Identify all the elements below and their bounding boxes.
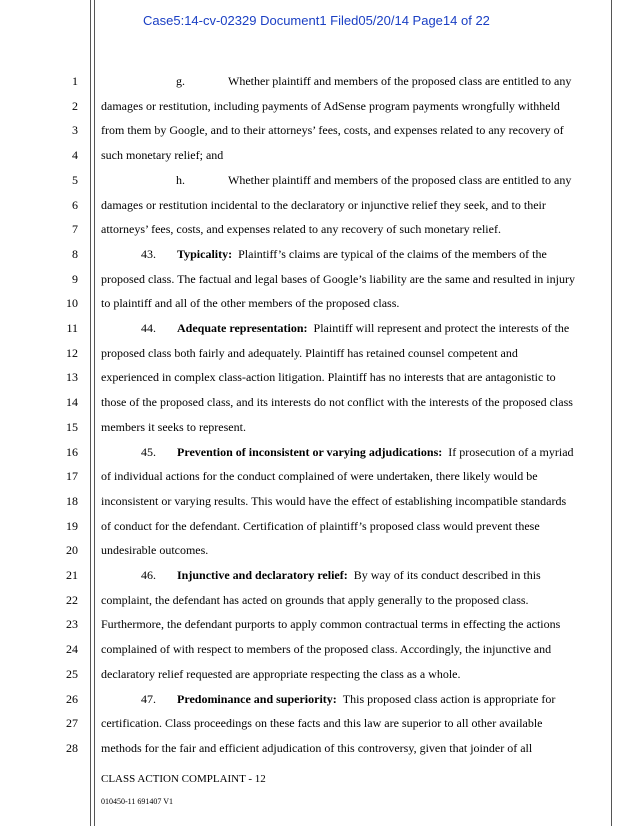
paragraph-text: Plaintiff will represent and protect the interests of the (313, 321, 570, 335)
body-line: complained of with respect to members of the proposed class. Accordingly, the injunctive and (101, 642, 552, 657)
paragraph-text: Whether plaintiff and members of the proposed class are entitled to any (228, 172, 572, 187)
line-number: 1 (72, 74, 78, 88)
line-number: 12 (66, 345, 78, 360)
line-number: 16 (66, 444, 78, 459)
body-line: undesirable outcomes. (101, 543, 209, 558)
line-number: 24 (66, 642, 78, 657)
body-line: complaint, the defendant has acted on grounds that apply generally to the proposed class. (101, 592, 529, 607)
body-line (141, 692, 638, 706)
body-line: proposed class. The factual and legal bases of Google’s liability are the same and resulted in injury (101, 271, 575, 286)
paragraph-heading: Prevention of inconsistent or varying adjudications: (177, 444, 443, 459)
paragraph-text: This proposed class action is appropriate for (342, 691, 556, 706)
line-number: 2 (72, 98, 78, 113)
paragraph-number: g. (176, 74, 185, 88)
body-line: proposed class both fairly and adequately. Plaintiff has retained counsel competent and (101, 345, 518, 360)
line-number: 7 (72, 222, 78, 237)
line-number: 25 (66, 666, 78, 681)
line-number: 19 (66, 518, 78, 533)
body-line: to plaintiff and all of the other members of the proposed class. (101, 296, 400, 311)
body-line (141, 568, 638, 582)
paragraph-heading: Adequate representation: (177, 321, 308, 335)
line-number: 3 (72, 123, 78, 138)
left-margin-rule (90, 0, 91, 826)
body-line: inconsistent or varying results. This would have the effect of establishing incompatible standards (101, 493, 567, 508)
body-line: members it seeks to represent. (101, 419, 246, 434)
body-line (176, 74, 638, 88)
body-line: such monetary relief; and (101, 148, 224, 163)
paragraph-heading: Injunctive and declaratory relief: (177, 568, 348, 582)
line-number: 4 (72, 148, 78, 163)
paragraph-text: Plaintiff’s claims are typical of the claims of the members of the (238, 246, 547, 261)
line-number: 5 (72, 172, 78, 187)
body-line: damages or restitution incidental to the declaratory or injunctive relief they seek, and to their (101, 197, 546, 212)
line-number: 23 (66, 617, 78, 632)
body-line (176, 173, 638, 187)
body-line: of conduct for the defendant. Certification of plaintiff’s proposed class would prevent these (101, 518, 540, 533)
line-number: 20 (66, 543, 78, 558)
line-number: 11 (66, 321, 78, 335)
body-line (141, 321, 638, 335)
body-line (141, 445, 638, 459)
paragraph-text: By way of its conduct described in this (353, 568, 541, 582)
line-number: 14 (66, 395, 78, 410)
paragraph-number: 45. (141, 444, 156, 459)
paragraph-text: If prosecution of a myriad (448, 444, 574, 459)
case-header: Case5:14-cv-02329 Document1 Filed05/20/14 Page14 of 22 (143, 13, 490, 28)
footer-title: CLASS ACTION COMPLAINT - 12 (101, 773, 266, 785)
line-number: 18 (66, 493, 78, 508)
paragraph-number: 44. (141, 321, 156, 335)
line-number: 22 (66, 592, 78, 607)
body-line: those of the proposed class, and its interests do not conflict with the interests of the proposed class (101, 395, 573, 410)
footer-doc-id: 010450-11 691407 V1 (101, 797, 173, 806)
line-number: 15 (66, 419, 78, 434)
body-line: experienced in complex class-action litigation. Plaintiff has no interests that are antagonistic to (101, 370, 556, 385)
body-line: Furthermore, the defendant purports to apply common contractual terms in effecting the actions (101, 617, 561, 632)
paragraph-heading: Typicality: (177, 246, 233, 261)
left-margin-rule-inner (94, 0, 95, 826)
line-number: 27 (66, 716, 78, 731)
line-number: 17 (66, 469, 78, 484)
paragraph-number: 43. (141, 246, 156, 261)
body-line: damages or restitution, including payments of AdSense program payments wrongfully withheld (101, 98, 560, 113)
body-line (141, 247, 638, 261)
body-line: declaratory relief requested are appropriate respecting the class as a whole. (101, 666, 461, 681)
paragraph-number: 46. (141, 568, 156, 582)
paragraph-heading: Predominance and superiority: (177, 691, 337, 706)
body-line: of individual actions for the conduct complained of were undertaken, there likely would be (101, 469, 538, 484)
paragraph-text: Whether plaintiff and members of the proposed class are entitled to any (228, 74, 572, 88)
paragraph-number: h. (176, 172, 185, 187)
body-line: from them by Google, and to their attorneys’ fees, costs, and expenses related to any recovery of (101, 123, 564, 138)
body-line: attorneys’ fees, costs, and expenses related to any recovery of such monetary relief. (101, 222, 501, 237)
line-number: 8 (72, 246, 78, 261)
line-number: 21 (66, 568, 78, 582)
line-number: 10 (66, 296, 78, 311)
body-line: certification. Class proceedings on these facts and this law are superior to all other available (101, 716, 543, 731)
line-number: 13 (66, 370, 78, 385)
line-number: 28 (66, 740, 78, 755)
line-number: 6 (72, 197, 78, 212)
body-line: methods for the fair and efficient adjudication of this controversy, given that joinder of all (101, 740, 533, 755)
line-number: 26 (66, 691, 78, 706)
paragraph-number: 47. (141, 691, 156, 706)
line-number: 9 (72, 271, 78, 286)
